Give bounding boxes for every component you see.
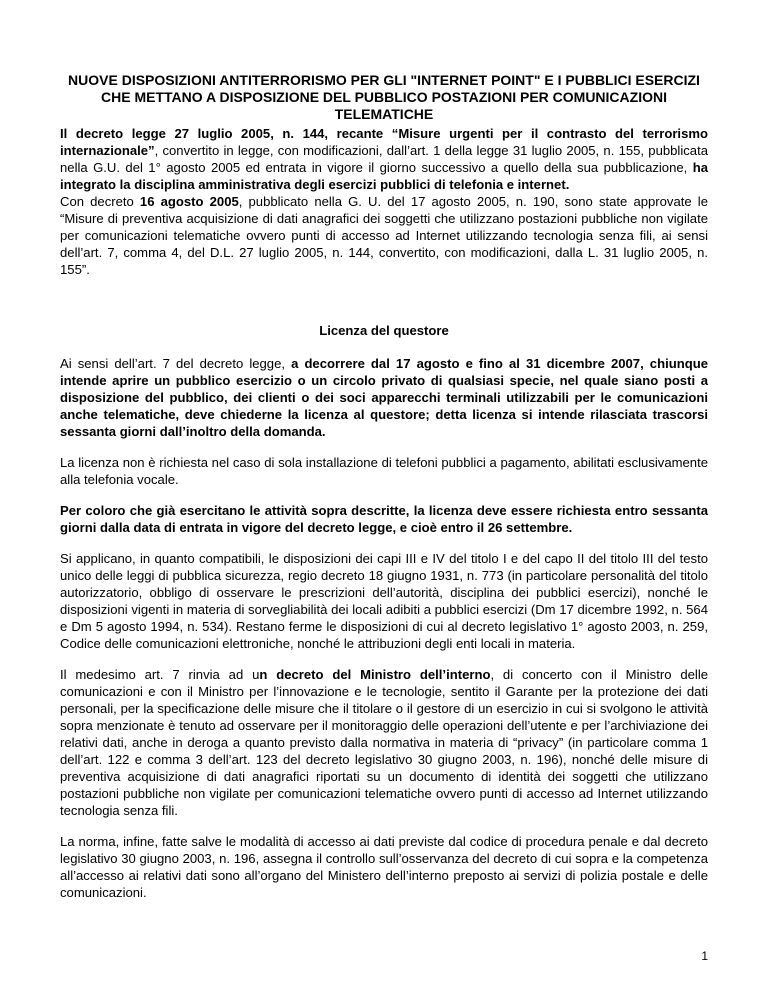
paragraph-text: Ai sensi dell’art. 7 del decreto legge, bbox=[60, 356, 292, 371]
intro-paragraph-1 bbox=[60, 125, 708, 193]
section-heading: Licenza del questore bbox=[319, 323, 449, 338]
section-paragraph-4: Si applicano, in quanto compatibili, le disposizioni dei capi III e IV del titolo I e del capo II del titolo III del testo unico delle leggi di pubblica sicurezza, regio decreto 18 giugno 1931, n. 773 (in particolare personalità del titolo autorizzatorio, obbligo di osservare le prescrizioni dell’autorità, disciplina dei pubblici esercizi), nonché le disposizioni vigenti in materia di sorvegliabilità dei locali adibiti a pubblici esercizi (Dm 17 dicembre 1992, n. 564 e Dm 5 agosto 1994, n. 534). Restano ferme le disposizioni di cui al decreto legislativo 1° agosto 2003, n. 259, Codice delle comunicazioni elettroniche, nonché le attribuzioni degli enti locali in materia. bbox=[60, 551, 708, 651]
section-paragraph-2: La licenza non è richiesta nel caso di sola installazione di telefoni pubblici a pagamento, abilitati esclusivamente alla telefonia vocale. bbox=[60, 455, 708, 487]
intro-text: , convertito in legge, con modificazioni, dall’art. 1 della legge 31 luglio 2005, n. 155, pubblicata nella G.U. del 1° agosto 2005 ed entrata in vigore il giorno successivo a quello della sua pubblicazione, bbox=[60, 143, 708, 175]
document-title: NUOVE DISPOSIZIONI ANTITERRORISMO PER GLI "INTERNET POINT" E I PUBBLICI ESERCIZI CHE METTANO A DISPOSIZIONE DEL PUBBLICO POSTAZIONI PER COMUNICAZIONI TELEMATICHE bbox=[68, 72, 700, 122]
section-paragraph-3 bbox=[60, 502, 708, 536]
section-paragraph-5 bbox=[60, 666, 708, 819]
intro-text: , pubblicato nella G. U. del 17 agosto 2005, n. 190, sono state approvate le “Misure di preventiva acquisizione di dati anagrafici dei soggetti che utilizzano postazioni pubbliche non vigilate per comunicazioni telematiche ovvero punti di accesso ad Internet utilizzando tecnologia senza fili, ai sensi dell’art. 7, comma 4, del D.L. 27 luglio 2005, n. 144, convertito, con modificazioni, dalla L. 31 luglio 2005, n. 155”. bbox=[60, 194, 708, 277]
paragraph-text: , di concerto con il Ministro delle comunicazioni e con il Ministro per l’innovazione e le tecnologie, sentito il Garante per la protezione dei dati personali, per la specificazione delle misure che il titolare o il gestore di un esercizio in cui si svolgono le attività sopra menzionate è tenuto ad osservare per il monitoraggio delle operazioni dell’utente e per l’archiviazione dei relativi dati, anche in deroga a quanto previsto dalla normativa in materia di “privacy” (in particolare comma 1 dell’art. 122 e comma 3 dell’art. 123 del decreto legislativo 30 giugno 2003, n. 196), nonché delle misure di preventiva acquisizione di dati anagrafici riportati su un documento di identità dei soggetti che utilizzano postazioni pubbliche non vigilate per comunicazioni telematiche ovvero punti di accesso ad Internet utilizzando tecnologia senza fili. bbox=[60, 667, 709, 818]
paragraph-emphasis: a decorrere dal 17 agosto e fino al 31 dicembre 2007, chiunque intende aprire un pubblico esercizio o un circolo privato di qualsiasi specie, nel quale siano posti a disposizione del pubblico, dei clienti o dei soci apparecchi terminali utilizzabili per le comunicazioni anche telematiche, deve chiederne la licenza al questore; detta licenza si intende rilasciata trascorsi sessanta giorni dall’inoltro della domanda. bbox=[60, 356, 708, 439]
paragraph-text: Il medesimo art. 7 rinvia ad u bbox=[60, 667, 260, 682]
decree-reference: Il decreto legge 27 luglio 2005, n. 144, recante “Misure urgenti per il contrasto del terrorismo internazionale” bbox=[60, 126, 708, 158]
paragraph-emphasis: n decreto del Ministro dell’interno bbox=[259, 667, 491, 682]
intro-text: Con decreto bbox=[60, 194, 140, 209]
page-number: 1 bbox=[701, 949, 708, 963]
paragraph-emphasis: Per coloro che già esercitano le attività sopra descritte, la licenza deve essere richiesta entro sessanta giorni dalla data di entrata in vigore del decreto legge, e cioè entro il 26 settembre. bbox=[60, 503, 708, 535]
document-body bbox=[60, 125, 708, 901]
section-paragraph-6: La norma, infine, fatte salve le modalità di accesso ai dati previste dal codice di procedura penale e dal decreto legislativo 30 giugno 2003, n. 196, assegna il controllo sull’osservanza del decreto di cui sopra e la competenza all’accesso ai relativi dati sono all’organo del Ministero dell’interno preposto ai servizi di polizia postale e delle comunicazioni. bbox=[60, 834, 708, 900]
intro-emphasis: ha integrato la disciplina amministrativa degli esercizi pubblici di telefonia e internet. bbox=[60, 160, 708, 192]
decree-date: 16 agosto 2005 bbox=[139, 194, 239, 209]
section-paragraph-1 bbox=[60, 355, 708, 440]
intro-paragraph-2 bbox=[60, 193, 708, 278]
